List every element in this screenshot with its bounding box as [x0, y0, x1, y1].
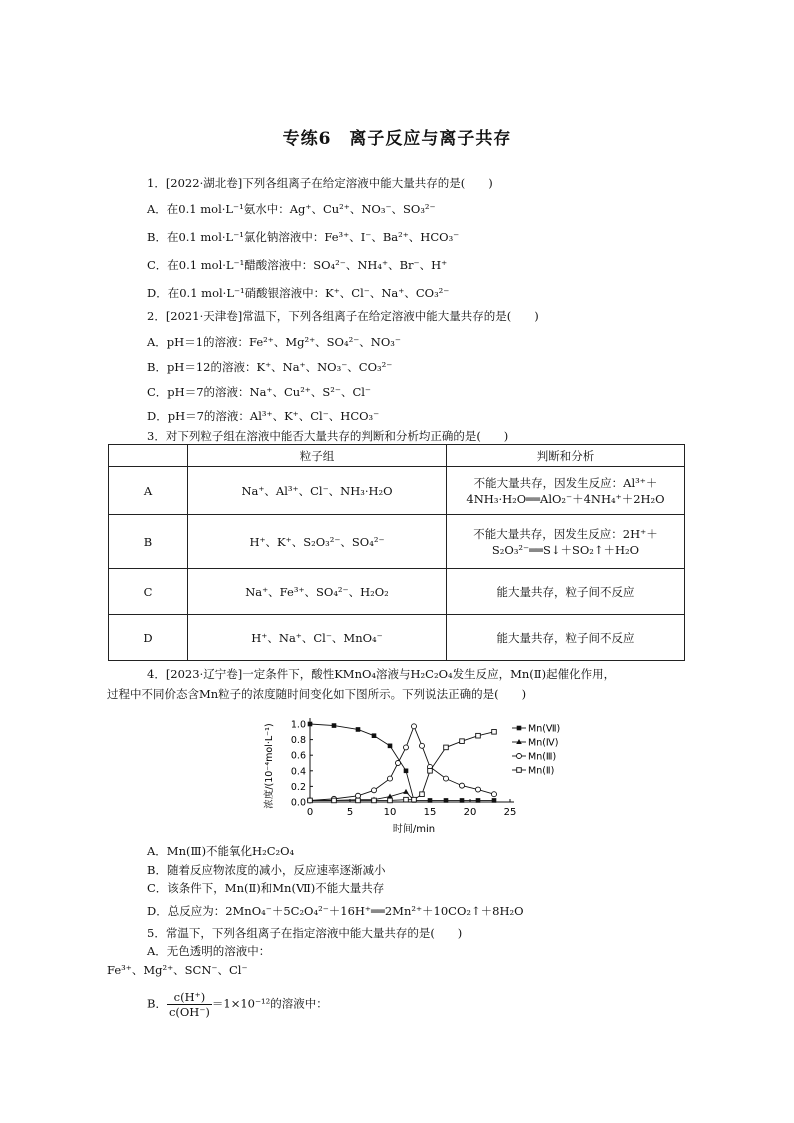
q2-option-d[interactable]: D．pH＝7的溶液：Al³⁺、K⁺、Cl⁻、HCO₃⁻ [147, 409, 380, 423]
data-point [517, 768, 522, 773]
y-tick-label: 0.0 [290, 797, 306, 809]
q3-stem: 3．对下列粒子组在溶液中能否大量共存的判断和分析均正确的是( ) [147, 429, 509, 443]
row-group: Na⁺、Al³⁺、Cl⁻、NH₃·H₂O [188, 467, 447, 515]
fraction-numerator: c(H⁺) [167, 990, 212, 1005]
data-point [420, 743, 425, 748]
q4-stem-line1: 4．[2023·辽宁卷]一定条件下，酸性KMnO₄溶液与H₂C₂O₄发生反应，Mn(Ⅱ)起催化作用， [147, 667, 616, 681]
data-point [428, 798, 433, 803]
data-point [460, 783, 465, 788]
data-point [332, 798, 337, 803]
fraction-denominator: c(OH⁻) [168, 1005, 210, 1019]
x-tick-label: 0 [306, 807, 314, 818]
q1-option-c[interactable]: C．在0.1 mol·L⁻¹醋酸溶液中：SO₄²⁻、NH₄⁺、Br⁻、H⁺ [147, 258, 448, 272]
table-row[interactable] [109, 515, 685, 569]
y-tick-label: 1.0 [290, 719, 306, 731]
data-point [396, 761, 401, 766]
data-point [428, 769, 433, 774]
row-group: H⁺、Na⁺、Cl⁻、MnO₄⁻ [188, 615, 447, 661]
data-point [517, 754, 522, 759]
row-analysis: 能大量共存，粒子间不反应 [447, 615, 685, 661]
data-point [460, 798, 465, 803]
data-point [388, 798, 393, 803]
data-point [516, 739, 522, 744]
x-tick-label: 20 [463, 807, 477, 818]
q5-option-a-label[interactable]: A．无色透明的溶液中： [147, 944, 271, 958]
data-point [476, 733, 481, 738]
data-point [404, 797, 409, 802]
row-analysis: 不能大量共存，因发生反应：Al³⁺＋4NH₃·H₂O══AlO₂⁻＋4NH₄⁺＋2H₂O [447, 467, 685, 515]
row-analysis: 不能大量共存，因发生反应：2H⁺＋S₂O₃²⁻══S↓＋SO₂↑＋H₂O [447, 515, 685, 569]
q5-option-a-ions: Fe³⁺、Mg²⁺、SCN⁻、Cl⁻ [107, 963, 248, 977]
data-point [372, 733, 377, 738]
data-point [444, 776, 449, 781]
series-line [310, 724, 494, 800]
y-tick-label: 0.2 [290, 781, 306, 793]
data-point [403, 789, 409, 794]
data-point [444, 745, 449, 750]
series-line [310, 726, 494, 800]
q4-option-a[interactable]: A．Mn(Ⅲ)不能氧化H₂C₂O₄ [147, 844, 295, 858]
data-point [492, 798, 497, 803]
legend-label: Mn(Ⅳ) [528, 737, 559, 749]
row-analysis: 能大量共存，粒子间不反应 [447, 569, 685, 615]
data-point [420, 792, 425, 797]
legend-label: Mn(Ⅶ) [528, 723, 561, 735]
series-line [310, 732, 494, 801]
data-point [460, 739, 465, 744]
row-letter: A [109, 467, 188, 515]
q5-option-b-suffix: ＝1×10⁻¹²的溶液中： [211, 996, 328, 1011]
table-header-empty [109, 445, 188, 467]
data-point [492, 730, 497, 735]
data-point [372, 798, 377, 803]
x-tick-label: 5 [346, 807, 354, 818]
q1-option-d[interactable]: D．在0.1 mol·L⁻¹硝酸银溶液中：K⁺、Cl⁻、Na⁺、CO₃²⁻ [147, 286, 450, 300]
data-point [356, 727, 361, 732]
data-point [308, 722, 313, 727]
row-letter: D [109, 615, 188, 661]
y-tick-label: 0.8 [290, 735, 306, 747]
data-point [404, 769, 409, 774]
row-letter: B [109, 515, 188, 569]
q3-table [108, 444, 685, 661]
data-point [308, 798, 313, 803]
q1-stem: 1．[2022·湖北卷]下列各组离子在给定溶液中能大量共存的是( ) [147, 176, 493, 190]
table-header-analysis: 判断和分析 [447, 445, 685, 467]
table-header-group: 粒子组 [188, 445, 447, 467]
data-point [476, 798, 481, 803]
x-tick-label: 15 [423, 807, 437, 818]
x-tick-label: 25 [503, 807, 517, 818]
q2-option-b[interactable]: B．pH＝12的溶液：K⁺、Na⁺、NO₃⁻、CO₃²⁻ [147, 360, 393, 374]
fraction [167, 990, 212, 1019]
data-point [372, 788, 377, 793]
table-row[interactable] [109, 569, 685, 615]
q4-option-d[interactable]: D．总反应为：2MnO₄⁻＋5C₂O₄²⁻＋16H⁺══2Mn²⁺＋10CO₂↑＋8H₂O [147, 904, 524, 918]
q5-stem: 5．常温下，下列各组离子在指定溶液中能大量共存的是( ) [147, 926, 463, 940]
data-point [412, 724, 417, 729]
q4-stem-line2: 过程中不同价态含Mn粒子的浓度随时间变化如下图所示。下列说法正确的是( ) [107, 687, 527, 701]
table-header-row [109, 445, 685, 467]
q2-stem: 2．[2021·天津卷]常温下，下列各组离子在给定溶液中能大量共存的是( ) [147, 309, 539, 323]
chart-ylabel: 浓度/(10⁻⁴mol·L⁻¹) [264, 723, 275, 809]
q2-option-a[interactable]: A．pH＝1的溶液：Fe²⁺、Mg²⁺、SO₄²⁻、NO₃⁻ [147, 335, 401, 349]
q4-chart [262, 706, 561, 835]
chart-legend [512, 724, 560, 777]
row-letter: C [109, 569, 188, 615]
data-point [444, 798, 449, 803]
q4-option-b[interactable]: B．随着反应物浓度的减小，反应速率逐渐减小 [147, 863, 386, 877]
table-row[interactable] [109, 467, 685, 515]
q5-option-b-prefix: B． [147, 996, 167, 1011]
y-tick-label: 0.6 [290, 750, 306, 762]
x-tick-label: 10 [383, 807, 397, 818]
y-tick-label: 0.4 [290, 766, 306, 778]
data-point [388, 744, 393, 749]
table-row[interactable] [109, 615, 685, 661]
q1-option-a[interactable]: A．在0.1 mol·L⁻¹氨水中：Ag⁺、Cu²⁺、NO₃⁻、SO₃²⁻ [147, 202, 436, 216]
data-point [356, 798, 361, 803]
legend-label: Mn(Ⅲ) [528, 751, 557, 763]
data-point [476, 787, 481, 792]
chart-xlabel: 时间/min [392, 824, 436, 835]
data-point [492, 792, 497, 797]
data-point [332, 723, 337, 728]
q5-option-b[interactable] [147, 990, 328, 1019]
row-group: H⁺、K⁺、S₂O₃²⁻、SO₄²⁻ [188, 515, 447, 569]
data-point [388, 776, 393, 781]
data-point [412, 797, 417, 802]
row-group: Na⁺、Fe³⁺、SO₄²⁻、H₂O₂ [188, 569, 447, 615]
data-point [517, 726, 522, 731]
chart-plot-area [291, 718, 516, 818]
legend-label: Mn(Ⅱ) [528, 765, 555, 777]
q4-option-c[interactable]: C．该条件下，Mn(Ⅱ)和Mn(Ⅶ)不能大量共存 [147, 881, 385, 895]
data-point [404, 745, 409, 750]
q2-option-c[interactable]: C．pH＝7的溶液：Na⁺、Cu²⁺、S²⁻、Cl⁻ [147, 385, 371, 399]
q1-option-b[interactable]: B．在0.1 mol·L⁻¹氯化钠溶液中：Fe³⁺、I⁻、Ba²⁺、HCO₃⁻ [147, 230, 460, 244]
page-title: 专练6 离子反应与离子共存 [282, 129, 512, 149]
data-point [356, 793, 361, 798]
